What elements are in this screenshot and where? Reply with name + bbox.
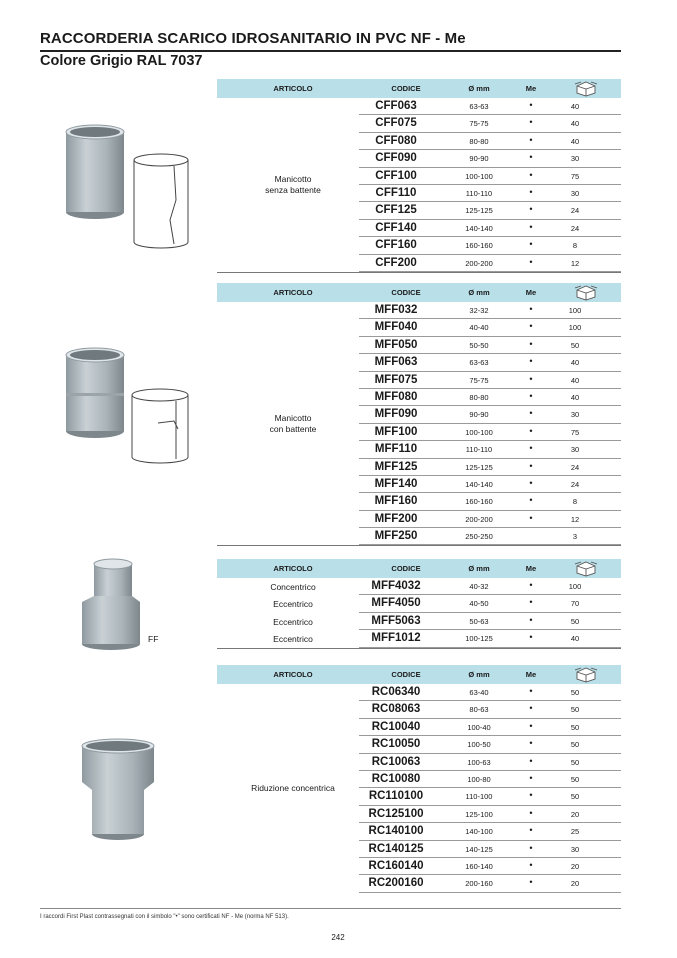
diameter-cell: 100-125	[465, 634, 493, 644]
pack-qty-cell: 3	[572, 532, 578, 542]
code-cell: CFF125	[375, 204, 417, 217]
col-articolo: ARTICOLO	[273, 670, 313, 679]
coupling-without-stop-image	[62, 120, 197, 270]
table-row	[217, 701, 621, 718]
diameter-cell: 200-200	[465, 514, 493, 524]
col-articolo: ARTICOLO	[273, 564, 313, 573]
diameter-cell: 100-100	[465, 427, 493, 437]
diameter-cell: 200-160	[465, 879, 493, 889]
pack-qty-cell: 40	[570, 102, 580, 111]
diameter-cell: 75-75	[469, 375, 489, 385]
col-diam: Ø mm	[468, 670, 490, 679]
pack-qty-cell: 70	[570, 599, 580, 609]
pack-qty-cell: 25	[570, 827, 580, 837]
diameter-cell: 100-63	[467, 757, 491, 767]
table-row	[217, 354, 621, 371]
table-row	[217, 823, 621, 840]
table-header	[217, 79, 621, 98]
code-cell: MFF110	[374, 443, 418, 456]
diameter-cell: 100-40	[467, 722, 491, 732]
code-cell: RC140125	[368, 842, 424, 855]
pack-qty-cell: 30	[570, 844, 580, 854]
diameter-cell: 125-125	[465, 206, 493, 216]
table-section-rc	[217, 665, 621, 893]
diameter-cell: 90-90	[469, 410, 489, 420]
pack-qty-cell: 20	[570, 809, 580, 819]
col-diam: Ø mm	[468, 564, 490, 573]
me-mark: •	[529, 169, 533, 180]
diameter-cell: 125-125	[465, 462, 493, 472]
table-row	[217, 115, 621, 132]
diameter-cell: 50-50	[469, 340, 489, 350]
code-cell: RC110100	[368, 790, 424, 803]
code-cell: MFF4050	[371, 597, 421, 610]
table-row	[217, 806, 621, 823]
diameter-cell: 80-80	[469, 392, 489, 402]
diameter-cell: 160-160	[465, 241, 493, 251]
code-cell: CFF140	[375, 221, 417, 234]
table-row	[217, 684, 621, 701]
pack-qty-cell: 30	[570, 188, 580, 198]
code-cell: MFF090	[374, 408, 418, 421]
table-row	[217, 754, 621, 771]
col-me: Me	[525, 288, 537, 297]
me-mark: •	[529, 755, 533, 766]
pack-qty-cell: 24	[570, 206, 580, 216]
table-row	[217, 613, 621, 630]
pack-qty-cell: 75	[570, 171, 580, 181]
code-cell: RC10080	[371, 772, 421, 785]
diameter-cell: 80-80	[469, 136, 489, 146]
table-row	[217, 150, 621, 167]
me-mark: •	[529, 443, 533, 454]
pack-qty-cell: 8	[572, 241, 578, 251]
code-cell: MFF040	[374, 321, 418, 334]
box-icon	[575, 666, 597, 683]
table-row	[217, 372, 621, 389]
article-label-line: senza battente	[265, 185, 321, 195]
code-cell: MFF063	[374, 356, 418, 369]
pack-qty-cell: 100	[568, 582, 582, 591]
me-mark: •	[529, 460, 533, 471]
table-row	[217, 319, 621, 336]
me-mark: •	[529, 356, 533, 367]
diameter-cell: 110-110	[465, 188, 493, 198]
me-mark: •	[529, 807, 533, 818]
code-cell: RC125100	[368, 807, 424, 820]
concentric-reducer-image	[78, 738, 158, 848]
pack-qty-cell: 75	[570, 427, 580, 437]
code-cell: CFF160	[375, 239, 417, 252]
code-cell: RC10050	[371, 738, 421, 751]
article-label-line: Riduzione concentrica	[251, 782, 335, 793]
diameter-cell: 75-75	[469, 119, 489, 129]
pack-qty-cell: 50	[570, 740, 580, 750]
box-icon	[575, 80, 597, 97]
col-me: Me	[525, 84, 537, 93]
me-mark: •	[529, 495, 533, 506]
pack-qty-cell: 20	[570, 879, 580, 889]
diameter-cell: 40-50	[469, 599, 489, 609]
pack-qty-cell: 24	[570, 479, 580, 489]
diameter-cell: 63-63	[469, 358, 489, 368]
row-divider	[359, 647, 621, 648]
code-cell: CFF063	[375, 100, 417, 112]
me-mark: •	[529, 152, 533, 163]
code-cell: MFF100	[374, 425, 418, 438]
me-mark: •	[529, 239, 533, 250]
table-row	[217, 719, 621, 736]
table-row	[217, 133, 621, 150]
table-header	[217, 283, 621, 302]
page-subtitle: Colore Grigio RAL 7037	[40, 53, 203, 69]
pack-qty-cell: 40	[570, 634, 580, 644]
table-row	[217, 441, 621, 458]
me-mark: •	[529, 186, 533, 197]
ff-label: FF	[148, 634, 159, 644]
diameter-cell: 32-32	[469, 306, 489, 315]
table-row	[217, 630, 621, 647]
table-section-reducers-ff	[217, 559, 621, 649]
row-divider	[359, 271, 621, 272]
pack-qty-cell: 50	[570, 722, 580, 732]
pack-qty-cell: 20	[570, 861, 580, 871]
col-articolo: ARTICOLO	[273, 84, 313, 93]
me-mark: •	[529, 686, 533, 696]
table-section-mff	[217, 283, 621, 546]
article-label	[251, 783, 335, 794]
box-icon	[575, 284, 597, 301]
col-diam: Ø mm	[468, 288, 490, 297]
title-divider	[40, 50, 621, 52]
code-cell: RC08063	[371, 703, 421, 716]
code-cell: MFF080	[374, 390, 418, 403]
code-cell: MFF250	[374, 530, 418, 543]
table-row	[217, 302, 621, 319]
table-row	[217, 255, 621, 272]
me-mark: •	[529, 703, 533, 714]
me-mark: •	[529, 100, 533, 110]
article-cell: Eccentrico	[273, 616, 313, 627]
code-cell: RC160140	[368, 859, 424, 872]
diameter-cell: 110-110	[465, 445, 493, 455]
table-row	[217, 237, 621, 254]
code-cell: CFF080	[375, 134, 417, 147]
table-row	[217, 528, 621, 545]
me-mark: •	[529, 772, 533, 783]
diameter-cell: 40-40	[469, 323, 489, 333]
diameter-cell: 140-140	[465, 223, 493, 233]
me-mark: •	[529, 825, 533, 836]
pack-qty-cell: 50	[570, 616, 580, 626]
pack-qty-cell: 12	[570, 258, 580, 268]
diameter-cell: 63-63	[469, 102, 489, 111]
diameter-cell: 50-63	[469, 616, 489, 626]
me-mark: •	[529, 842, 533, 853]
code-cell: RC200160	[368, 877, 424, 890]
section-divider	[217, 272, 621, 273]
me-mark: •	[529, 390, 533, 401]
pack-qty-cell: 50	[570, 792, 580, 802]
code-cell: MFF125	[374, 460, 418, 473]
table-row	[217, 337, 621, 354]
code-cell: RC10040	[371, 720, 421, 733]
code-cell: MFF075	[374, 373, 418, 386]
article-label	[270, 413, 317, 435]
me-mark: •	[529, 134, 533, 145]
table-row	[217, 476, 621, 493]
diameter-cell: 63-40	[469, 688, 489, 697]
me-mark: •	[529, 117, 533, 128]
table-row	[217, 578, 621, 595]
me-mark: •	[529, 632, 533, 643]
code-cell: CFF075	[375, 117, 417, 130]
reducer-ff-image	[78, 558, 148, 654]
me-mark: •	[529, 859, 533, 870]
me-mark: •	[529, 204, 533, 215]
section-divider	[217, 545, 621, 546]
pack-qty-cell: 40	[570, 358, 580, 368]
section-divider	[217, 648, 621, 649]
diameter-cell: 40-32	[469, 582, 489, 591]
table-row	[217, 493, 621, 510]
table-row	[217, 202, 621, 219]
coupling-with-stop-image	[62, 345, 197, 470]
article-cell: Eccentrico	[273, 599, 313, 610]
me-mark: •	[529, 720, 533, 731]
table-header	[217, 665, 621, 684]
table-row	[217, 841, 621, 858]
diameter-cell: 140-100	[465, 827, 493, 837]
me-mark: •	[529, 477, 533, 488]
footer-divider	[40, 908, 621, 909]
code-cell: CFF110	[375, 186, 417, 199]
col-codice: CODICE	[391, 564, 421, 573]
page-title: RACCORDERIA SCARICO IDROSANITARIO IN PVC NF - Me	[40, 30, 466, 47]
me-mark: •	[529, 256, 533, 267]
article-label	[265, 174, 321, 196]
pack-qty-cell: 50	[570, 688, 580, 697]
code-cell: MFF5063	[371, 614, 421, 627]
me-mark: •	[529, 221, 533, 232]
code-cell: RC10063	[371, 755, 421, 768]
col-me: Me	[525, 670, 537, 679]
article-cell: Concentrico	[270, 582, 316, 592]
col-codice: CODICE	[391, 288, 421, 297]
col-codice: CODICE	[391, 670, 421, 679]
me-mark: •	[529, 338, 533, 349]
table-header	[217, 559, 621, 578]
code-cell: MFF4032	[371, 580, 421, 592]
pack-qty-cell: 40	[570, 375, 580, 385]
diameter-cell: 160-140	[465, 861, 493, 871]
row-divider	[359, 544, 621, 545]
col-codice: CODICE	[391, 84, 421, 93]
code-cell: MFF1012	[371, 632, 421, 645]
table-row	[217, 459, 621, 476]
diameter-cell: 90-90	[469, 154, 489, 164]
me-mark: •	[529, 580, 533, 590]
me-mark: •	[529, 877, 533, 888]
me-mark: •	[529, 614, 533, 625]
me-mark: •	[529, 597, 533, 608]
code-cell: MFF050	[374, 338, 418, 351]
footnote: I raccordi First Plast contrassegnati con il simbolo "•" sono certificati NF - Me (norma NF 513).	[40, 914, 289, 920]
table-row	[217, 511, 621, 528]
diameter-cell: 80-63	[469, 705, 489, 715]
pack-qty-cell: 12	[570, 514, 580, 524]
col-me: Me	[525, 564, 537, 573]
code-cell: MFF140	[374, 477, 418, 490]
diameter-cell: 140-140	[465, 479, 493, 489]
code-cell: MFF200	[374, 512, 418, 525]
me-mark: •	[529, 512, 533, 523]
table-row	[217, 98, 621, 115]
article-label-line: con battente	[269, 423, 317, 434]
pack-qty-cell: 100	[568, 323, 582, 333]
pack-qty-cell: 30	[570, 445, 580, 455]
code-cell: MFF032	[374, 304, 418, 316]
page-number: 242	[331, 933, 345, 942]
pack-qty-cell: 30	[570, 410, 580, 420]
table-section-cff	[217, 79, 621, 273]
diameter-cell: 100-100	[465, 171, 493, 181]
pack-qty-cell: 8	[572, 497, 578, 507]
diameter-cell: 160-160	[465, 497, 493, 507]
row-divider	[359, 892, 621, 893]
pack-qty-cell: 50	[570, 774, 580, 784]
diameter-cell: 250-250	[465, 532, 493, 542]
table-row	[217, 389, 621, 406]
col-diam: Ø mm	[468, 84, 490, 93]
box-icon	[575, 560, 597, 577]
diameter-cell: 140-125	[465, 844, 493, 854]
table-row	[217, 736, 621, 753]
pack-qty-cell: 100	[568, 306, 582, 315]
article-cell: Eccentrico	[273, 634, 313, 645]
me-mark: •	[529, 408, 533, 419]
table-row	[217, 858, 621, 875]
diameter-cell: 100-80	[467, 774, 491, 784]
table-row	[217, 875, 621, 892]
table-row	[217, 220, 621, 237]
article-label-line: Manicotto	[274, 174, 312, 184]
pack-qty-cell: 30	[570, 154, 580, 164]
pack-qty-cell: 40	[570, 119, 580, 129]
code-cell: CFF200	[375, 256, 417, 269]
me-mark: •	[529, 304, 533, 314]
pack-qty-cell: 24	[570, 462, 580, 472]
me-mark: •	[529, 738, 533, 749]
code-cell: MFF160	[374, 495, 418, 508]
pack-qty-cell: 50	[570, 340, 580, 350]
code-cell: CFF100	[375, 169, 417, 182]
diameter-cell: 200-200	[465, 258, 493, 268]
col-articolo: ARTICOLO	[273, 288, 313, 297]
pack-qty-cell: 40	[570, 136, 580, 146]
diameter-cell: 100-50	[467, 740, 491, 750]
code-cell: RC06340	[371, 686, 421, 698]
pack-qty-cell: 24	[570, 223, 580, 233]
pack-qty-cell: 40	[570, 392, 580, 402]
pack-qty-cell: 50	[570, 705, 580, 715]
diameter-cell: 110-100	[465, 792, 493, 802]
table-row	[217, 595, 621, 612]
code-cell: CFF090	[375, 152, 417, 165]
me-mark: •	[529, 373, 533, 384]
code-cell: RC140100	[368, 825, 424, 838]
me-mark: •	[529, 790, 533, 801]
pack-qty-cell: 50	[570, 757, 580, 767]
diameter-cell: 125-100	[465, 809, 493, 819]
me-mark: •	[529, 425, 533, 436]
me-mark: •	[529, 321, 533, 332]
article-label-line: Manicotto	[274, 412, 312, 423]
